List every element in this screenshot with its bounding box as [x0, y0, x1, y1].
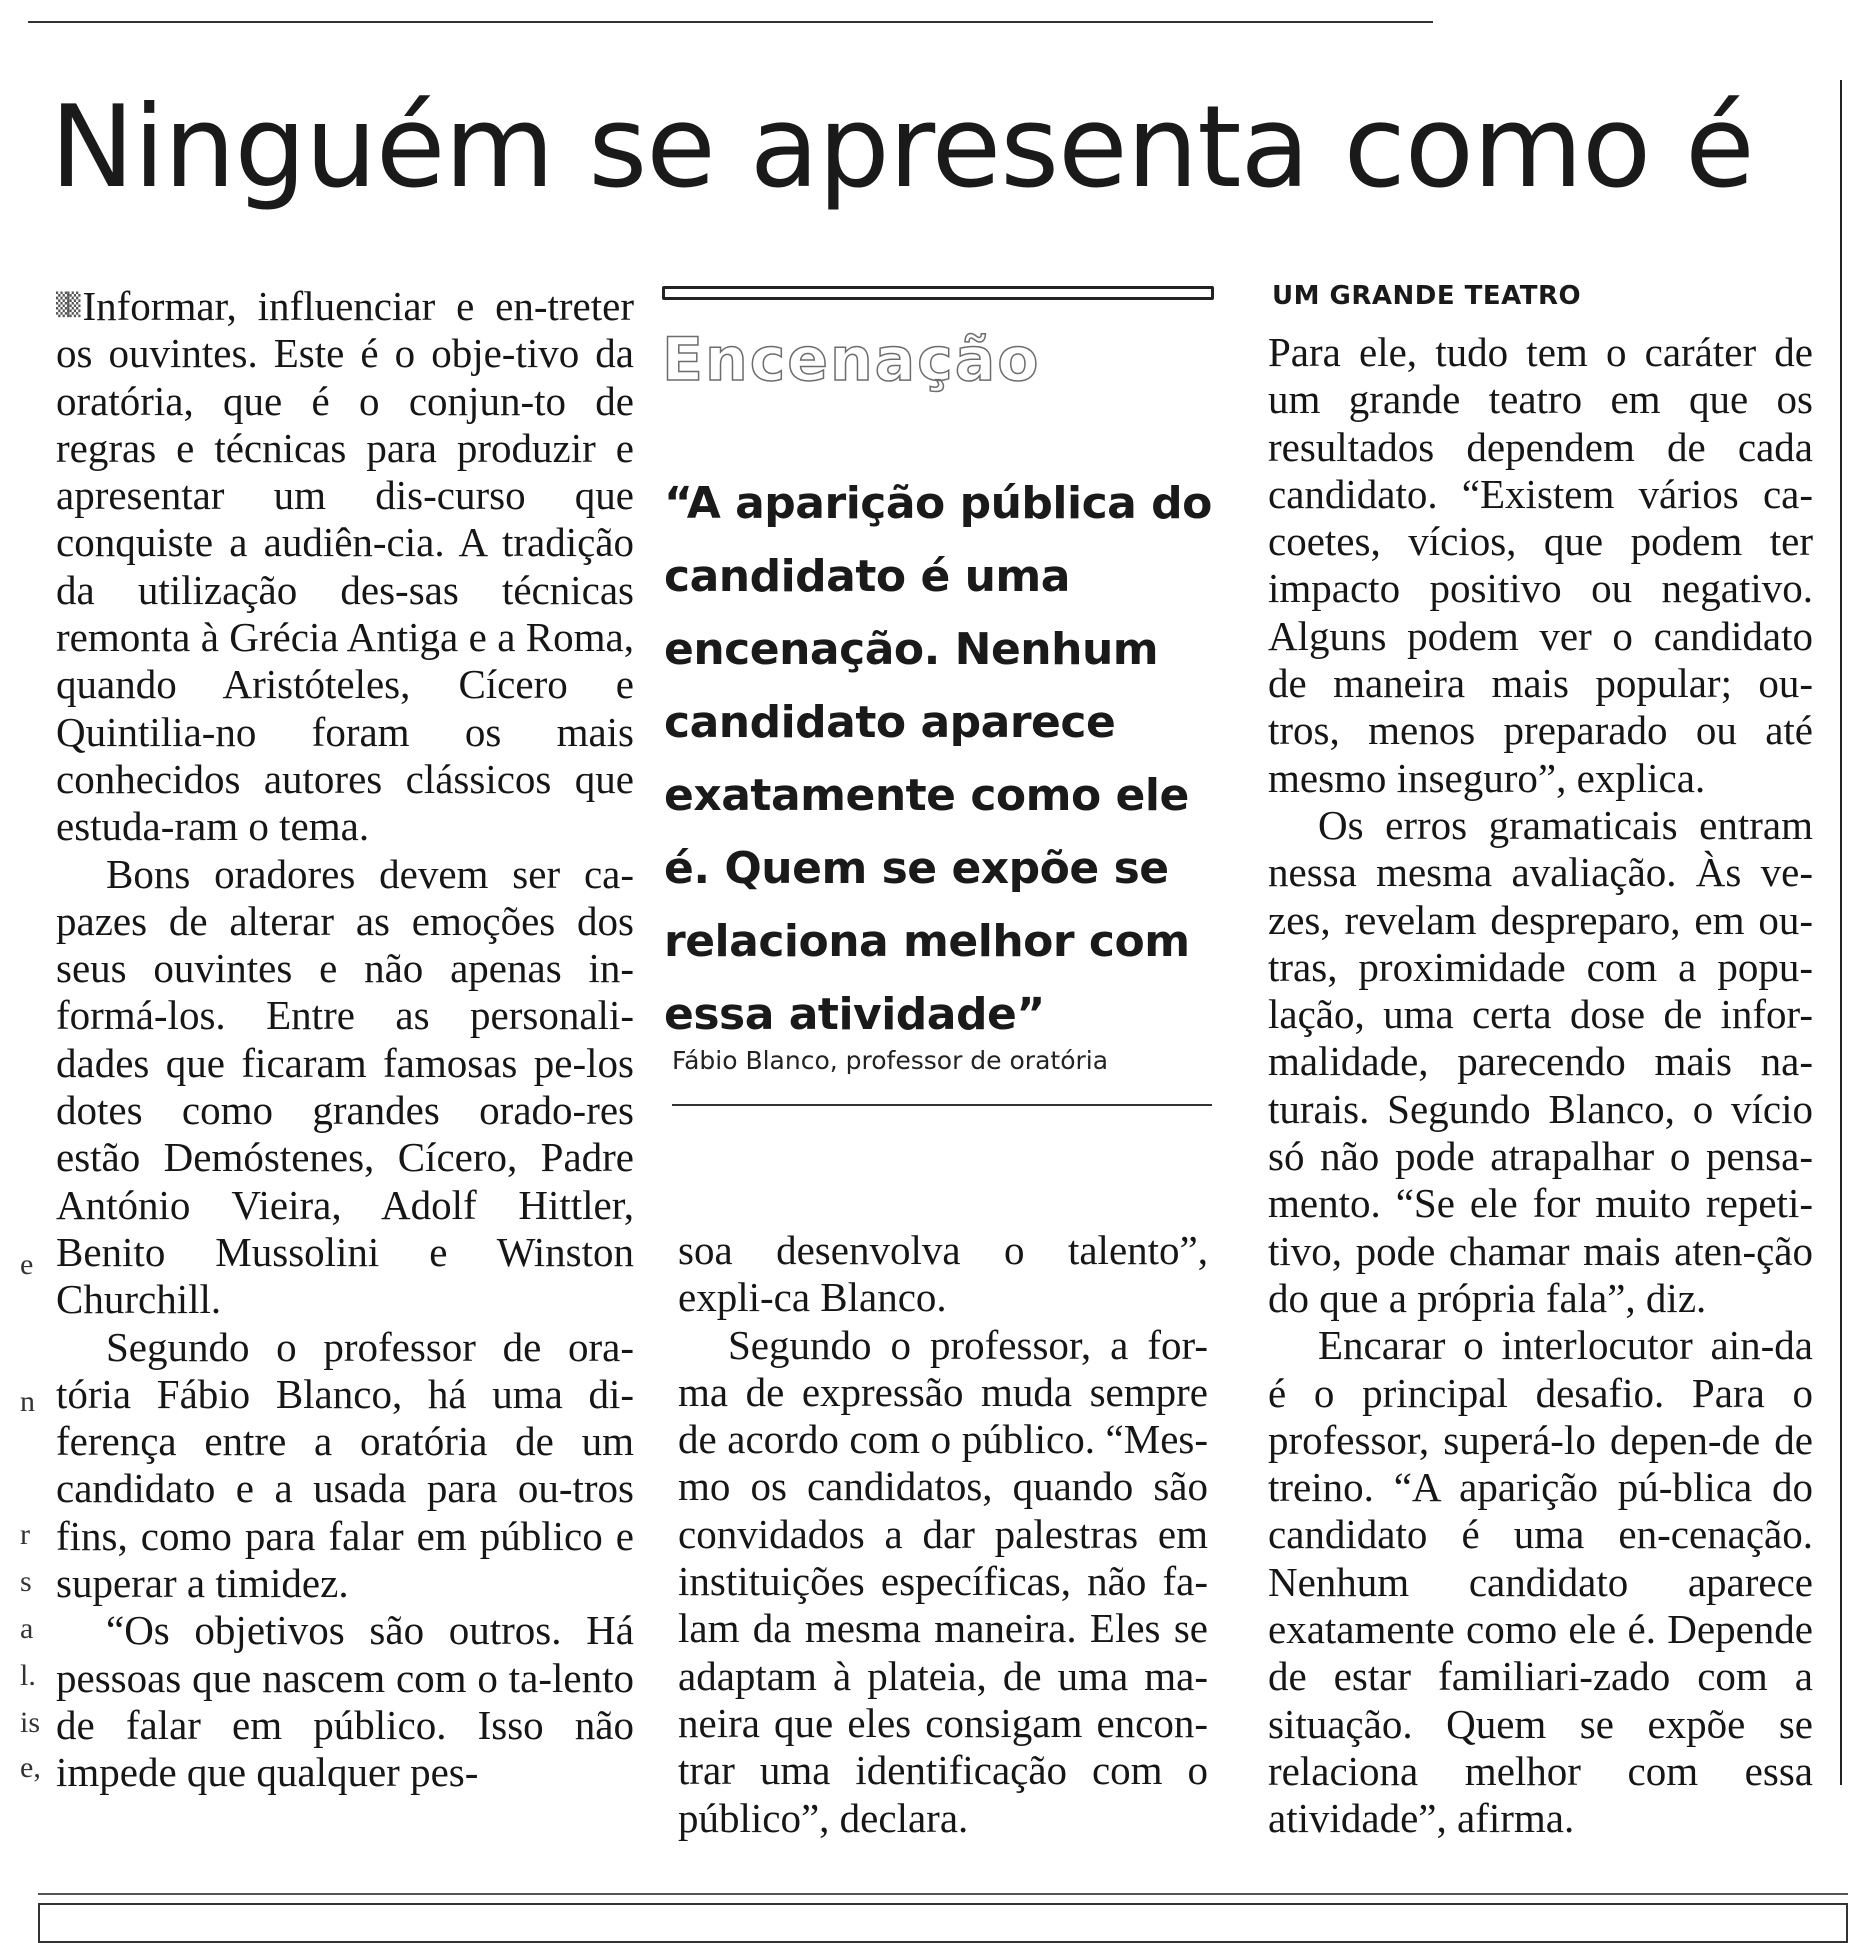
- margin-fragment: r: [20, 1518, 30, 1551]
- pullquote-label: Encenação: [662, 325, 1041, 395]
- paragraph: Segundo o professor de ora-tória Fábio Blanco, há uma di-ferença entre a oratória de um candidato e a usada para ou-tros fins, como para falar em público e superar a timidez.: [56, 1323, 634, 1607]
- margin-fragment: e: [20, 1248, 34, 1281]
- margin-fragment: n: [20, 1385, 35, 1418]
- right-column-rule: [1840, 80, 1842, 1785]
- column-3: [1268, 329, 1813, 1843]
- paragraph: [56, 282, 634, 851]
- next-article-box: [38, 1903, 1848, 1943]
- paragraph: Bons oradores devem ser ca-pazes de alterar as emoções dos seus ouvintes e não apenas in-formá-los. Entre as personali-dades que ficaram famosas pe-los dotes como grandes orado-res estão Demóstenes, Cícero, Padre António Vieira, Adolf Hittler, Benito Mussolini e Winston Churchill.: [56, 850, 634, 1323]
- pullquote-text: “A aparição pública do candidato é uma encenação. Nenhum candidato aparece exatamente como ele é. Quem se expõe se relaciona melhor com essa atividade”: [664, 478, 1212, 1040]
- margin-fragment: is: [20, 1706, 41, 1739]
- headline: Ninguém se apresenta como é: [50, 81, 1754, 213]
- drop-mark-icon: ▒▒: [56, 293, 79, 318]
- paragraph: Os erros gramaticais entram nessa mesma avaliação. Às ve-zes, revelam despreparo, em ou-tras, proximidade com a popu-lação, uma certa dose de infor-malidade, parecendo mais na-turais. Segundo Blanco, o vício só não pode atrapalhar o pensa-mento. “Se ele for muito repeti-tivo, pode chamar mais aten-ção do que a própria fala”, diz.: [1268, 801, 1813, 1321]
- column-2: [678, 1227, 1208, 1842]
- margin-fragment: s: [20, 1565, 32, 1598]
- bottom-rule: [38, 1893, 1848, 1895]
- paragraph: “Os objetivos são outros. Há pessoas que nascem com o ta-lento de falar em público. Isso não impede que qualquer pes-: [56, 1607, 634, 1796]
- paragraph: Para ele, tudo tem o caráter de um grande teatro em que os resultados dependem de cada candidato. “Existem vários ca-coetes, vícios, que podem ter impacto positivo ou negativo. Alguns podem ver o candidato de maneira mais popular; ou-tros, menos preparado ou até mesmo inseguro”, explica.: [1268, 329, 1813, 801]
- paragraph: Encarar o interlocutor ain-da é o principal desafio. Para o professor, superá-lo depen-de de treino. “A aparição pú-blica do candidato é uma en-cenação. Nenhum candidato aparece exatamente como ele é. Depende de estar familiari-zado com a situação. Quem se expõe se relaciona melhor com essa atividade”, afirma.: [1268, 1322, 1813, 1842]
- column-1: [56, 282, 634, 1797]
- margin-fragment: l.: [20, 1659, 36, 1692]
- paragraph: soa desenvolva o talento”, expli-ca Blanco.: [678, 1227, 1208, 1321]
- pullquote-bottom-rule: [672, 1104, 1212, 1106]
- paragraph: Segundo o professor, a for-ma de expressão muda sempre de acordo com o público. “Mes-mo os candidatos, quando são convidados a dar palestras em instituições específicas, não fa-lam da mesma maneira. Eles se adaptam à plateia, de uma ma-neira que eles consigam encon-trar uma identificação com o público”, declara.: [678, 1321, 1208, 1841]
- pullquote-credit: Fábio Blanco, professor de oratória: [672, 1046, 1109, 1075]
- top-rule: [28, 21, 1433, 23]
- paragraph-text: Informar, influenciar e en-treter os ouvintes. Este é o obje-tivo da oratória, que é o conjun-to de regras e técnicas para produzir e apresentar um dis-curso que conquiste a audiên-cia. A tradição da utilização des-sas técnicas remonta à Grécia Antiga e a Roma, quando Aristóteles, Cícero e Quintilia-no foram os mais conhecidos autores clássicos que estuda-ram o tema.: [56, 283, 634, 850]
- pullquote-top-bar: [662, 286, 1214, 300]
- margin-fragment: e,: [20, 1751, 41, 1784]
- margin-fragment: a: [20, 1612, 34, 1645]
- section-kicker: UM GRANDE TEATRO: [1272, 281, 1582, 311]
